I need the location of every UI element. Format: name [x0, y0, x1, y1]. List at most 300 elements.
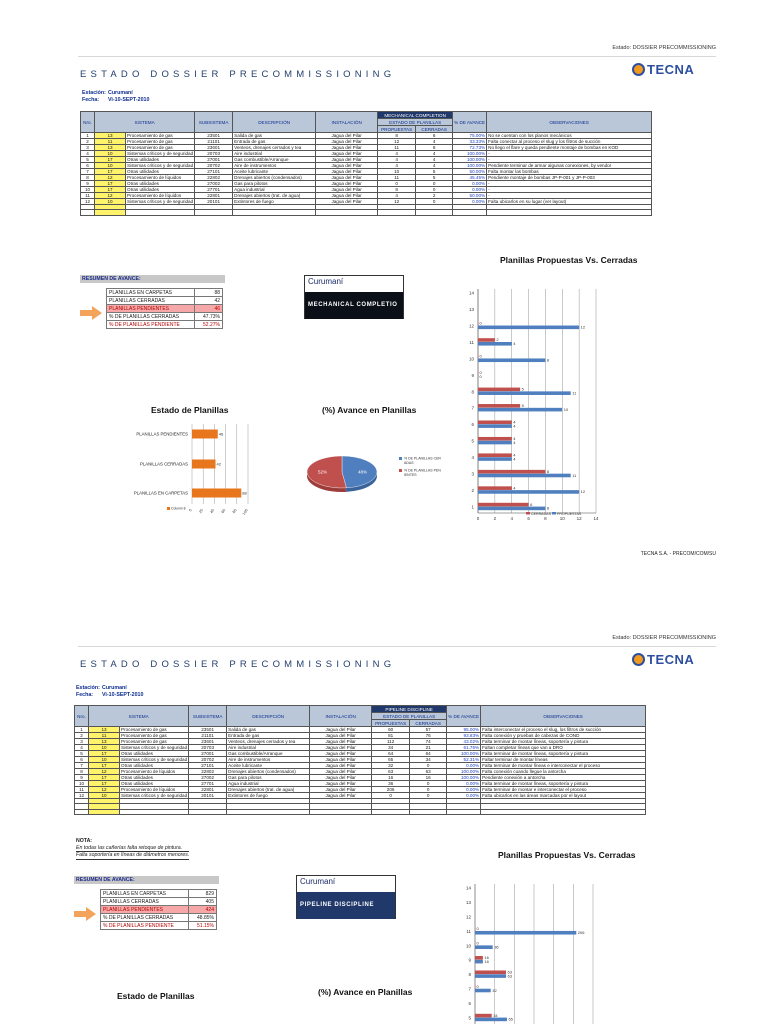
data-label: 36	[494, 944, 499, 950]
table-cell: 4	[416, 151, 453, 157]
table-cell: Agua industrial	[233, 187, 316, 193]
table-cell: Otras utilidades	[126, 157, 195, 163]
summary-value: 42	[195, 297, 223, 305]
status-label: Estado: DOSSIER PRECOMMISSIONING	[612, 45, 716, 51]
table-cell: 17	[95, 181, 126, 187]
table-cell: 16	[372, 775, 410, 781]
table-cell: -	[487, 151, 652, 157]
table-cell: Entrada de gas	[233, 139, 316, 145]
table-cell: 4	[416, 157, 453, 163]
table-cell: 22802	[195, 175, 233, 181]
table-cell: 5	[416, 175, 453, 181]
table-cell: 27001	[195, 157, 233, 163]
table-cell: 11	[378, 145, 416, 151]
bar-propuestas	[478, 424, 512, 428]
systems-table	[74, 705, 646, 815]
table-cell: Jagua del Pilar	[310, 793, 372, 799]
bar-estado	[192, 460, 216, 469]
table-cell: 0	[410, 787, 447, 793]
table-cell: 50.00%	[453, 169, 487, 175]
table-cell: Procesamiento de gas	[120, 733, 189, 739]
data-label: 46	[218, 431, 224, 437]
table-cell: Jagua del Pilar	[316, 193, 378, 199]
table-cell: 17	[89, 763, 120, 769]
table-cell: Otras utilidades	[120, 751, 189, 757]
table-cell: Jagua del Pilar	[310, 763, 372, 769]
table-cell: Falta montar las bombas	[487, 169, 652, 175]
x-tick-label: 0	[188, 508, 193, 513]
table-cell: 0.00%	[447, 781, 481, 787]
data-label: 8	[546, 468, 550, 474]
y-tick-label: 6	[471, 422, 474, 428]
legend-label: % DE PLANILLAS PEN	[404, 468, 441, 473]
table-cell: Pendiente montaje de bombas JP-P-001 y JP-P-003	[487, 175, 652, 181]
table-cell: 17	[95, 157, 126, 163]
table-cell: 3	[75, 739, 89, 745]
data-label: 206	[577, 930, 585, 936]
table-cell: 17	[89, 775, 120, 781]
summary-table	[106, 288, 223, 329]
bar-propuestas	[478, 358, 545, 362]
bar-cerradas	[478, 453, 512, 457]
x-tick-label: 2	[493, 516, 497, 521]
x-tick-label: 8	[544, 516, 547, 521]
bar-cerradas	[478, 388, 520, 392]
col-propuestas: PROPUESTAS	[372, 720, 410, 727]
col-nro: Nro.	[75, 706, 89, 727]
data-label: 63	[507, 969, 512, 975]
table-cell: 36	[372, 781, 410, 787]
table-cell: 27001	[189, 751, 227, 757]
bar-cerradas	[475, 1014, 492, 1018]
table-cell: 27002	[195, 181, 233, 187]
summary-value: 424	[189, 906, 217, 914]
table-cell: 81	[372, 733, 410, 739]
x-tick-label: 12	[576, 516, 582, 521]
table-cell: Pendiente terminar de armar algunas conexiones, by vendor	[487, 163, 652, 169]
summary-label: % DE PLANILLAS PENDIENTE	[107, 321, 195, 329]
table-cell: 10	[75, 781, 89, 787]
col-estado: ESTADO DE PLANILLAS	[378, 119, 453, 126]
estado-chart	[120, 418, 260, 518]
table-cell: 0	[410, 763, 447, 769]
bar-cerradas	[478, 437, 512, 441]
table-cell: -	[487, 181, 652, 187]
legend-label: Column 8	[171, 506, 186, 511]
table-cell: Falta terminar de montar líneas, soportería y pintura	[481, 751, 646, 757]
table-cell: 100.00%	[447, 769, 481, 775]
data-label: 11	[572, 390, 577, 396]
y-tick-label: 9	[471, 372, 474, 378]
table-cell: 57	[410, 727, 447, 733]
summary-row	[107, 289, 223, 297]
table-cell: 64	[410, 751, 447, 757]
bar-propuestas	[478, 391, 571, 395]
legend-swatch	[399, 457, 402, 460]
table-cell: Falta conexión y pruebas de cabezas de COND	[481, 733, 646, 739]
bar-cerradas	[475, 970, 506, 974]
report-page-2	[0, 590, 768, 1024]
y-tick-label: 9	[468, 957, 471, 963]
table-cell: 12	[81, 199, 95, 205]
summary-value: 405	[189, 898, 217, 906]
table-cell: Venteos, drenajes cerrados y tea	[227, 739, 310, 745]
legend-swatch	[526, 512, 530, 515]
table-cell: Sistemas críticos y de seguridad	[127, 163, 194, 168]
table-cell: 12	[378, 139, 416, 145]
table-cell: 0	[410, 793, 447, 799]
table-cell: 20703	[195, 151, 233, 157]
table-cell: 27002	[189, 775, 227, 781]
pie-label-cerradas: 48%	[358, 469, 368, 475]
category-label: PLANILLAS CERRADAS	[139, 461, 188, 467]
x-tick-label: 0	[476, 516, 480, 521]
col-cerradas: CERRADAS	[416, 126, 453, 133]
data-label: 4	[513, 485, 516, 491]
table-cell: Jagua del Pilar	[316, 151, 378, 157]
table-cell: 63	[372, 769, 410, 775]
table-cell: Aire de instrumentos	[227, 757, 310, 763]
table-cell: Sistemas críticos y de seguridad	[127, 151, 194, 156]
table-cell: 10	[378, 169, 416, 175]
table-cell: 1	[81, 133, 95, 139]
table-cell: 3	[81, 145, 95, 151]
table-cell: 13	[89, 727, 120, 733]
status-label: Estado: DOSSIER PRECOMMISSIONING	[612, 635, 716, 641]
table-cell: 34	[372, 745, 410, 751]
summary-value: 51.15%	[189, 922, 217, 930]
summary-title: RESUMEN DE AVANCE:	[80, 275, 225, 283]
table-cell: 6	[75, 757, 89, 763]
table-cell: 7	[81, 169, 95, 175]
pie-chart-title: (%) Avance en Planillas	[318, 987, 413, 997]
tecna-logo: TECNA	[632, 62, 694, 77]
table-cell: 11	[89, 733, 120, 739]
table-cell: 5	[75, 751, 89, 757]
table-cell: 65	[372, 757, 410, 763]
table-cell: -	[487, 157, 652, 163]
legend-label: ADAS	[404, 461, 414, 465]
table-cell: 100.00%	[453, 151, 487, 157]
discipline-header: PIPELINE DISCIPLINE	[372, 706, 447, 713]
table-cell: 50.00%	[453, 193, 487, 199]
table-cell: 12	[95, 175, 126, 181]
table-cell: 61.76%	[447, 745, 481, 751]
table-cell: Procesamiento de gas	[120, 727, 189, 733]
bar-propuestas	[475, 960, 483, 964]
table-cell: 100.00%	[447, 751, 481, 757]
table-cell: -	[487, 187, 652, 193]
table-cell: 20702	[189, 757, 227, 763]
table-row-empty	[75, 809, 646, 814]
x-tick-label: 4	[510, 516, 513, 521]
data-label: 6	[530, 501, 533, 507]
table-cell: Otras utilidades	[120, 763, 189, 769]
summary-row	[101, 906, 217, 914]
table-cell: 6	[81, 163, 95, 169]
table-cell: 13	[95, 145, 126, 151]
bars-chart-title: Planillas Propuestas Vs. Cerradas	[498, 850, 636, 860]
table-cell: 4	[378, 193, 416, 199]
bar-propuestas	[478, 457, 512, 461]
bar-propuestas	[475, 989, 491, 993]
col-subsistema: SUBSISTEMA	[189, 706, 227, 727]
table-cell: Faltar terminar de montar líneas	[481, 757, 646, 763]
data-label: 0	[479, 320, 482, 326]
table-cell: Falta terminar de montar líneas, soportería y pintura	[481, 739, 646, 745]
summary-row	[107, 305, 223, 313]
footer-text: TECNA S.A. - PRECOM/COM/SU	[640, 551, 716, 557]
x-tick-label: 40	[209, 508, 216, 515]
table-cell: 23501	[189, 727, 227, 733]
table-cell: Sistemas críticos y de seguridad	[127, 199, 194, 204]
table-cell: Gas para pilotos	[233, 181, 316, 187]
table-cell: 10	[89, 793, 120, 799]
arrow-icon	[74, 907, 96, 921]
table-cell: 206	[372, 787, 410, 793]
summary-row	[107, 321, 223, 329]
table-cell: Drenajes abiertos (trat. de agua)	[233, 193, 316, 199]
y-tick-label: 1	[471, 504, 474, 510]
table-cell: 27701	[195, 187, 233, 193]
table-cell: Falta terminar de montar e interconectar el proceso	[481, 787, 646, 793]
table-cell: 20702	[195, 163, 233, 169]
summary-label: PLANILLAS EN CARPETAS	[101, 890, 189, 898]
data-label: 0	[479, 374, 482, 380]
y-tick-label: 13	[468, 306, 474, 312]
x-tick-label: 60	[220, 508, 227, 515]
data-label: 0	[476, 940, 479, 946]
summary-label: PLANILLAS CERRADAS	[107, 297, 195, 305]
bar-propuestas	[478, 441, 512, 445]
table-cell: Jagua del Pilar	[316, 133, 378, 139]
data-label: 0	[476, 926, 479, 932]
table-cell: Jagua del Pilar	[310, 745, 372, 751]
station-box: Curumaní PIPELINE DISCIPLINE	[296, 875, 396, 919]
table-cell: 10	[95, 163, 126, 169]
table-cell: Aire de instrumentos	[233, 163, 316, 169]
pie-chart	[300, 440, 450, 500]
table-cell: 4	[416, 139, 453, 145]
y-tick-label: 3	[471, 471, 474, 477]
table-cell: 45.45%	[453, 175, 487, 181]
legend-label: IENTES	[404, 473, 417, 477]
data-label: 88	[242, 490, 247, 496]
table-cell: 11	[95, 139, 126, 145]
summary-value: 47.73%	[195, 313, 223, 321]
table-cell: Sistemas críticos y de seguridad	[121, 745, 188, 750]
arrow-icon	[80, 306, 102, 320]
table-cell: Jagua del Pilar	[310, 787, 372, 793]
legend-label: PROPUESTAS	[557, 512, 582, 516]
table-cell: Procesamiento de gas	[126, 145, 195, 151]
table-cell: 33.33%	[453, 139, 487, 145]
table-cell: 2	[75, 733, 89, 739]
table-cell: 52.31%	[447, 757, 481, 763]
table-cell: 34	[410, 757, 447, 763]
bar-cerradas	[478, 338, 495, 342]
x-tick-label: 100	[241, 508, 249, 516]
table-cell: Aceite lubricante	[227, 763, 310, 769]
table-cell: Jagua del Pilar	[316, 163, 378, 169]
table-cell: 23501	[195, 133, 233, 139]
y-tick-label: 8	[468, 972, 471, 978]
table-cell: 21101	[189, 733, 227, 739]
col-instalacion: INSTALACIÓN	[310, 706, 372, 727]
estado-chart-title: Estado de Planillas	[151, 405, 229, 415]
table-cell: Jagua del Pilar	[310, 733, 372, 739]
y-tick-label: 10	[465, 943, 471, 949]
table-cell: 27101	[189, 763, 227, 769]
bar-propuestas	[475, 1018, 507, 1022]
table-cell: No se cuentan con los planos mecánicos	[487, 133, 652, 139]
bar-propuestas	[478, 342, 512, 346]
col-cerradas: CERRADAS	[410, 720, 447, 727]
col-observaciones: OBSERVACIONES	[487, 112, 652, 133]
col-sistema: SISTEMA	[95, 112, 195, 133]
table-cell: Venteos, drenajes cerrados y tea	[233, 145, 316, 151]
legend-label: CERRADAS	[531, 512, 551, 516]
table-cell: Jagua del Pilar	[310, 727, 372, 733]
col-descripcion: DESCRIPCIÓN	[233, 112, 316, 133]
table-cell: 0.00%	[447, 763, 481, 769]
summary-row	[101, 914, 217, 922]
table-cell: Procesamiento de gas	[120, 739, 189, 745]
table-cell: 17	[89, 751, 120, 757]
table-cell: 11	[75, 787, 89, 793]
table-cell: Salida de gas	[227, 727, 310, 733]
summary-row	[107, 313, 223, 321]
data-label: 4	[513, 456, 516, 462]
category-label: PLANILLAS EN CARPETAS	[133, 490, 188, 496]
pie-chart-title: (%) Avance en Planillas	[322, 405, 417, 415]
y-tick-label: 5	[471, 438, 474, 444]
bar-propuestas	[475, 945, 493, 949]
table-cell: 12	[95, 193, 126, 199]
table-cell: 21	[410, 745, 447, 751]
table-cell: 0	[410, 781, 447, 787]
table-cell: Jagua del Pilar	[310, 769, 372, 775]
table-cell: 0	[372, 793, 410, 799]
table-cell: Otras utilidades	[120, 781, 189, 787]
bar-propuestas	[478, 490, 579, 494]
bar-propuestas	[475, 931, 576, 935]
table-cell: Falta interconectar el proceso el slug, los filtros de succión	[481, 727, 646, 733]
y-tick-label: 14	[465, 885, 471, 891]
systems-table	[80, 111, 652, 216]
table-cell: 5	[416, 169, 453, 175]
bar-cerradas	[478, 486, 512, 490]
table-cell: 9	[75, 775, 89, 781]
table-cell: Gas combustible/Arranque	[227, 751, 310, 757]
y-tick-label: 7	[468, 986, 471, 992]
y-tick-label: 12	[465, 914, 471, 920]
table-cell: 64	[372, 751, 410, 757]
table-cell: Entrada de gas	[227, 733, 310, 739]
table-cell: 32	[372, 763, 410, 769]
data-label: 0	[479, 370, 482, 376]
table-cell: 7	[75, 763, 89, 769]
table-cell: Aceite lubricante	[233, 169, 316, 175]
table-cell: Jagua del Pilar	[316, 199, 378, 205]
col-observaciones: OBSERVACIONES	[481, 706, 646, 727]
col-avance: % DE AVANCE	[453, 112, 487, 133]
summary-row	[101, 898, 217, 906]
table-cell: 8	[378, 187, 416, 193]
table-cell: 0	[416, 181, 453, 187]
table-cell: -	[487, 193, 652, 199]
table-cell: 13	[95, 133, 126, 139]
table-cell: 12	[89, 787, 120, 793]
data-label: 32	[492, 987, 497, 993]
table-cell: 4	[75, 745, 89, 751]
y-tick-label: 11	[466, 928, 471, 934]
table-cell: Drenajes abiertos (trat. de agua)	[227, 787, 310, 793]
data-label: 5	[521, 403, 524, 409]
table-cell: Aire industrial	[233, 151, 316, 157]
table-cell: 100.00%	[453, 157, 487, 163]
table-cell: 13	[89, 739, 120, 745]
bar-cerradas	[478, 470, 545, 474]
table-cell: 12	[378, 199, 416, 205]
col-estado: ESTADO DE PLANILLAS	[372, 713, 447, 720]
legend-swatch	[167, 507, 170, 510]
table-cell: 0	[416, 199, 453, 205]
data-label: 65	[508, 1016, 513, 1022]
table-cell: 4	[378, 151, 416, 157]
table-cell: 0.00%	[453, 199, 487, 205]
col-avance: % DE AVANCE	[447, 706, 481, 727]
col-subsistema: SUBSISTEMA	[195, 112, 233, 133]
table-cell: 95.00%	[447, 727, 481, 733]
table-cell: Jagua del Pilar	[316, 187, 378, 193]
table-cell: 4	[416, 163, 453, 169]
table-cell: 20703	[189, 745, 227, 751]
table-cell: 11	[378, 175, 416, 181]
y-tick-label: 2	[471, 488, 474, 494]
table-cell: Jagua del Pilar	[316, 175, 378, 181]
legend-label: % DE PLANILLAS CER	[404, 456, 441, 461]
table-cell: 10	[81, 187, 95, 193]
table-cell: 60	[372, 727, 410, 733]
bar-propuestas	[478, 507, 545, 511]
table-cell: 0	[378, 181, 416, 187]
summary-title: RESUMEN DE AVANCE:	[74, 876, 219, 884]
bars-chart-title: Planillas Propuestas Vs. Cerradas	[500, 255, 638, 265]
data-label: 4	[513, 419, 516, 425]
table-cell: Procesamiento de gas	[126, 133, 195, 139]
table-cell: Salida de gas	[233, 133, 316, 139]
table-cell: 12	[89, 769, 120, 775]
table-cell: 22801	[195, 193, 233, 199]
data-label: 16	[484, 955, 489, 961]
col-instalacion: INSTALACIÓN	[316, 112, 378, 133]
table-cell: 63	[410, 769, 447, 775]
x-tick-label: 6	[527, 516, 530, 521]
data-label: 4	[513, 452, 516, 458]
y-tick-label: 4	[471, 455, 474, 461]
table-cell: Jagua del Pilar	[310, 739, 372, 745]
table-cell: 23601	[189, 739, 227, 745]
table-cell: 21101	[195, 139, 233, 145]
logo-mark-icon	[632, 653, 645, 666]
table-cell: 0.00%	[453, 181, 487, 187]
summary-label: PLANILLAS PENDIENTES	[107, 305, 195, 313]
table-cell: Procesamiento de líquidos	[120, 769, 189, 775]
table-cell: Extintores de fuego	[227, 793, 310, 799]
summary-label: % DE PLANILLAS CERRADAS	[107, 313, 195, 321]
col-sistema: SISTEMA	[89, 706, 189, 727]
